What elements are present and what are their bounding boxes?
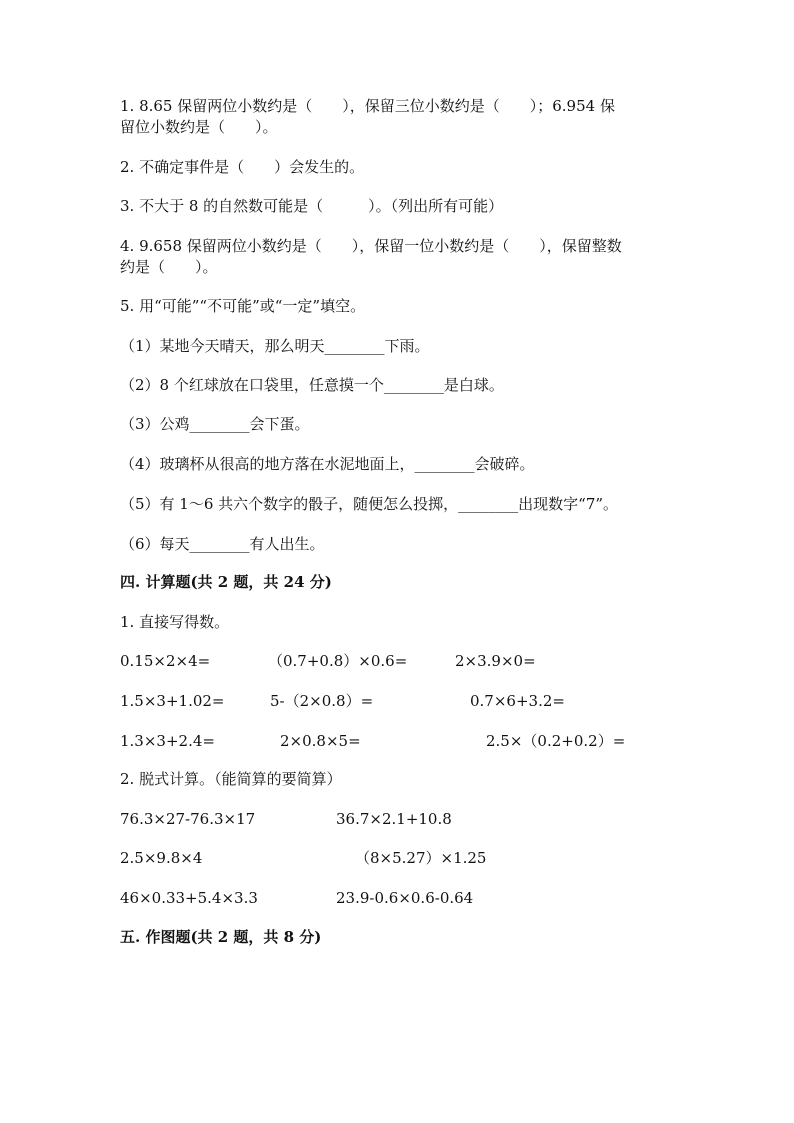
q5-title: 5. 用“可能”“不可能”或“一定”填空。 [120,297,366,315]
calc-cell: 2.5×（0.2+0.2）= [486,732,626,750]
q5-item: （3）公鸡________会下蛋。 [120,415,310,433]
calc-cell: 76.3×27-76.3×17 [120,810,256,828]
q3: 3. 不大于 8 的自然数可能是（ ）。（列出所有可能） [120,197,504,215]
calc-cell: （8×5.27）×1.25 [355,849,487,867]
calc-cell: 2×3.9×0= [455,652,536,670]
section5-title: 五. 作图题(共 2 题，共 8 分) [120,928,322,946]
section4-p2-title: 2. 脱式计算。（能简算的要简算） [120,770,342,788]
q1-line2: 留位小数约是（ ）。 [120,118,278,136]
calc-cell: 23.9-0.6×0.6-0.64 [336,889,474,907]
calc-cell: 36.7×2.1+10.8 [336,810,452,828]
calc-cell: 0.15×2×4= [120,652,211,670]
q5-item: （5）有 1～6 共六个数字的骰子，随便怎么投掷，________出现数字“7”。 [120,495,619,513]
calc-cell: （0.7+0.8）×0.6= [268,652,408,670]
q2: 2. 不确定事件是（ ）会发生的。 [120,158,365,176]
calc-cell: 46×0.33+5.4×3.3 [120,889,258,907]
calc-cell: 2.5×9.8×4 [120,849,203,867]
calc-cell: 0.7×6+3.2= [470,692,565,710]
q1-line1: 1. 8.65 保留两位小数约是（ ），保留三位小数约是（ ）；6.954 保 [120,97,615,115]
section4-title: 四. 计算题(共 2 题，共 24 分) [120,573,332,591]
q4-line1: 4. 9.658 保留两位小数约是（ ），保留一位小数约是（ ），保留整数 [120,237,622,255]
q4-line2: 约是（ ）。 [120,258,218,276]
q5-item: （1）某地今天晴天，那么明天________下雨。 [120,337,430,355]
calc-cell: 5-（2×0.8）= [270,692,374,710]
calc-cell: 1.5×3+1.02= [120,692,225,710]
calc-cell: 2×0.8×5= [280,732,361,750]
q5-item: （6）每天________有人出生。 [120,535,325,553]
q5-item: （4）玻璃杯从很高的地方落在水泥地面上，________会破碎。 [120,455,535,473]
calc-cell: 1.3×3+2.4= [120,732,215,750]
q5-item: （2）8 个红球放在口袋里，任意摸一个________是白球。 [120,376,504,394]
section4-p1-title: 1. 直接写得数。 [120,613,230,631]
